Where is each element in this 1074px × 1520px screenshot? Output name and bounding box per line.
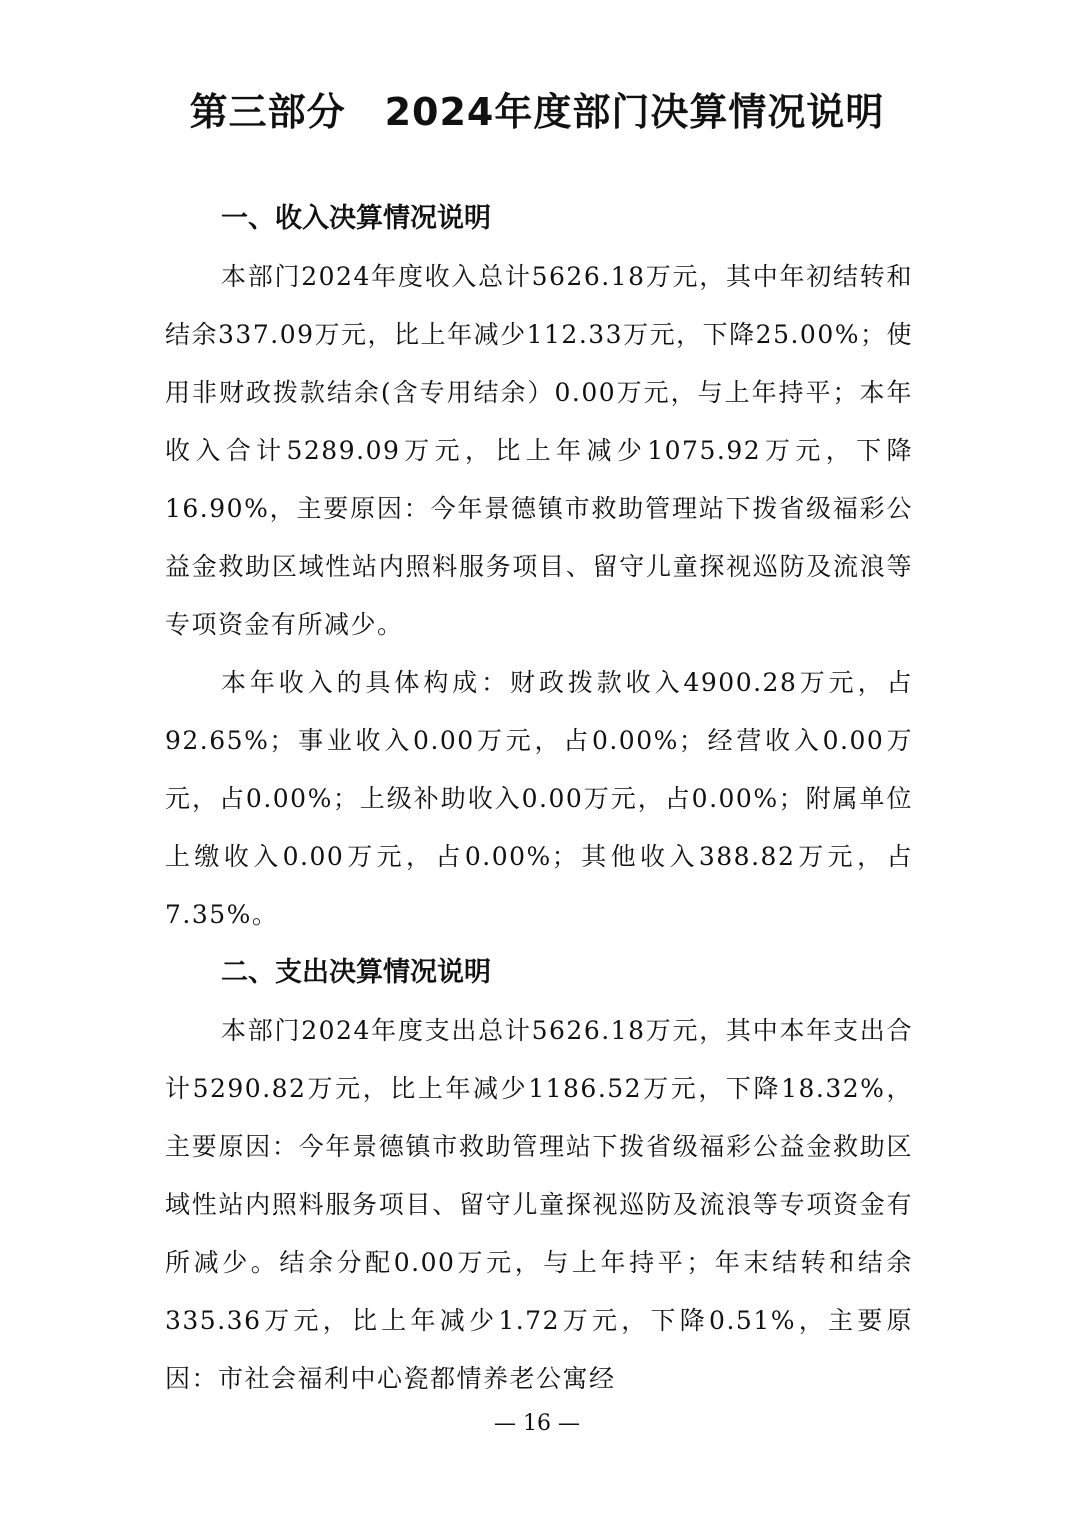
page-title: 第三部分 2024年度部门决算情况说明	[189, 90, 885, 134]
income-summary-paragraph: 本部门2024年度收入总计5626.18万元，其中年初结转和结余337.09万元，比上年减少112.33万元，下降25.00%；使用非财政拨款结余(含专用结余）0.00万元，与上年持平；本年收入合计5289.09万元，比上年减少1075.92万元，下降16.90%，主要原因：今年景德镇市救助管理站下拨省级福彩公益金救助区域性站内照料服务项目、留守儿童探视巡防及流浪等专项资金有所减少。	[165, 262, 913, 639]
document-body	[165, 190, 913, 1408]
page-number: — 16 —	[494, 1411, 580, 1436]
income-composition-paragraph: 本年收入的具体构成：财政拨款收入4900.28万元，占92.65%；事业收入0.00万元，占0.00%；经营收入0.00万元，占0.00%；上级补助收入0.00万元，占0.00%；附属单位上缴收入0.00万元，占0.00%；其他收入388.82万元，占7.35%。	[165, 668, 913, 929]
expenditure-summary-paragraph: 本部门2024年度支出总计5626.18万元，其中本年支出合计5290.82万元，比上年减少1186.52万元，下降18.32%，主要原因：今年景德镇市救助管理站下拨省级福彩公益金救助区域性站内照料服务项目、留守儿童探视巡防及流浪等专项资金有所减少。结余分配0.00万元，与上年持平；年末结转和结余335.36万元，比上年减少1.72万元，下降0.51%，主要原因：市社会福利中心瓷都情养老公寓经	[165, 1016, 913, 1393]
section-heading-income: 一、收入决算情况说明	[221, 203, 491, 234]
section-heading-expenditure: 二、支出决算情况说明	[221, 957, 491, 988]
